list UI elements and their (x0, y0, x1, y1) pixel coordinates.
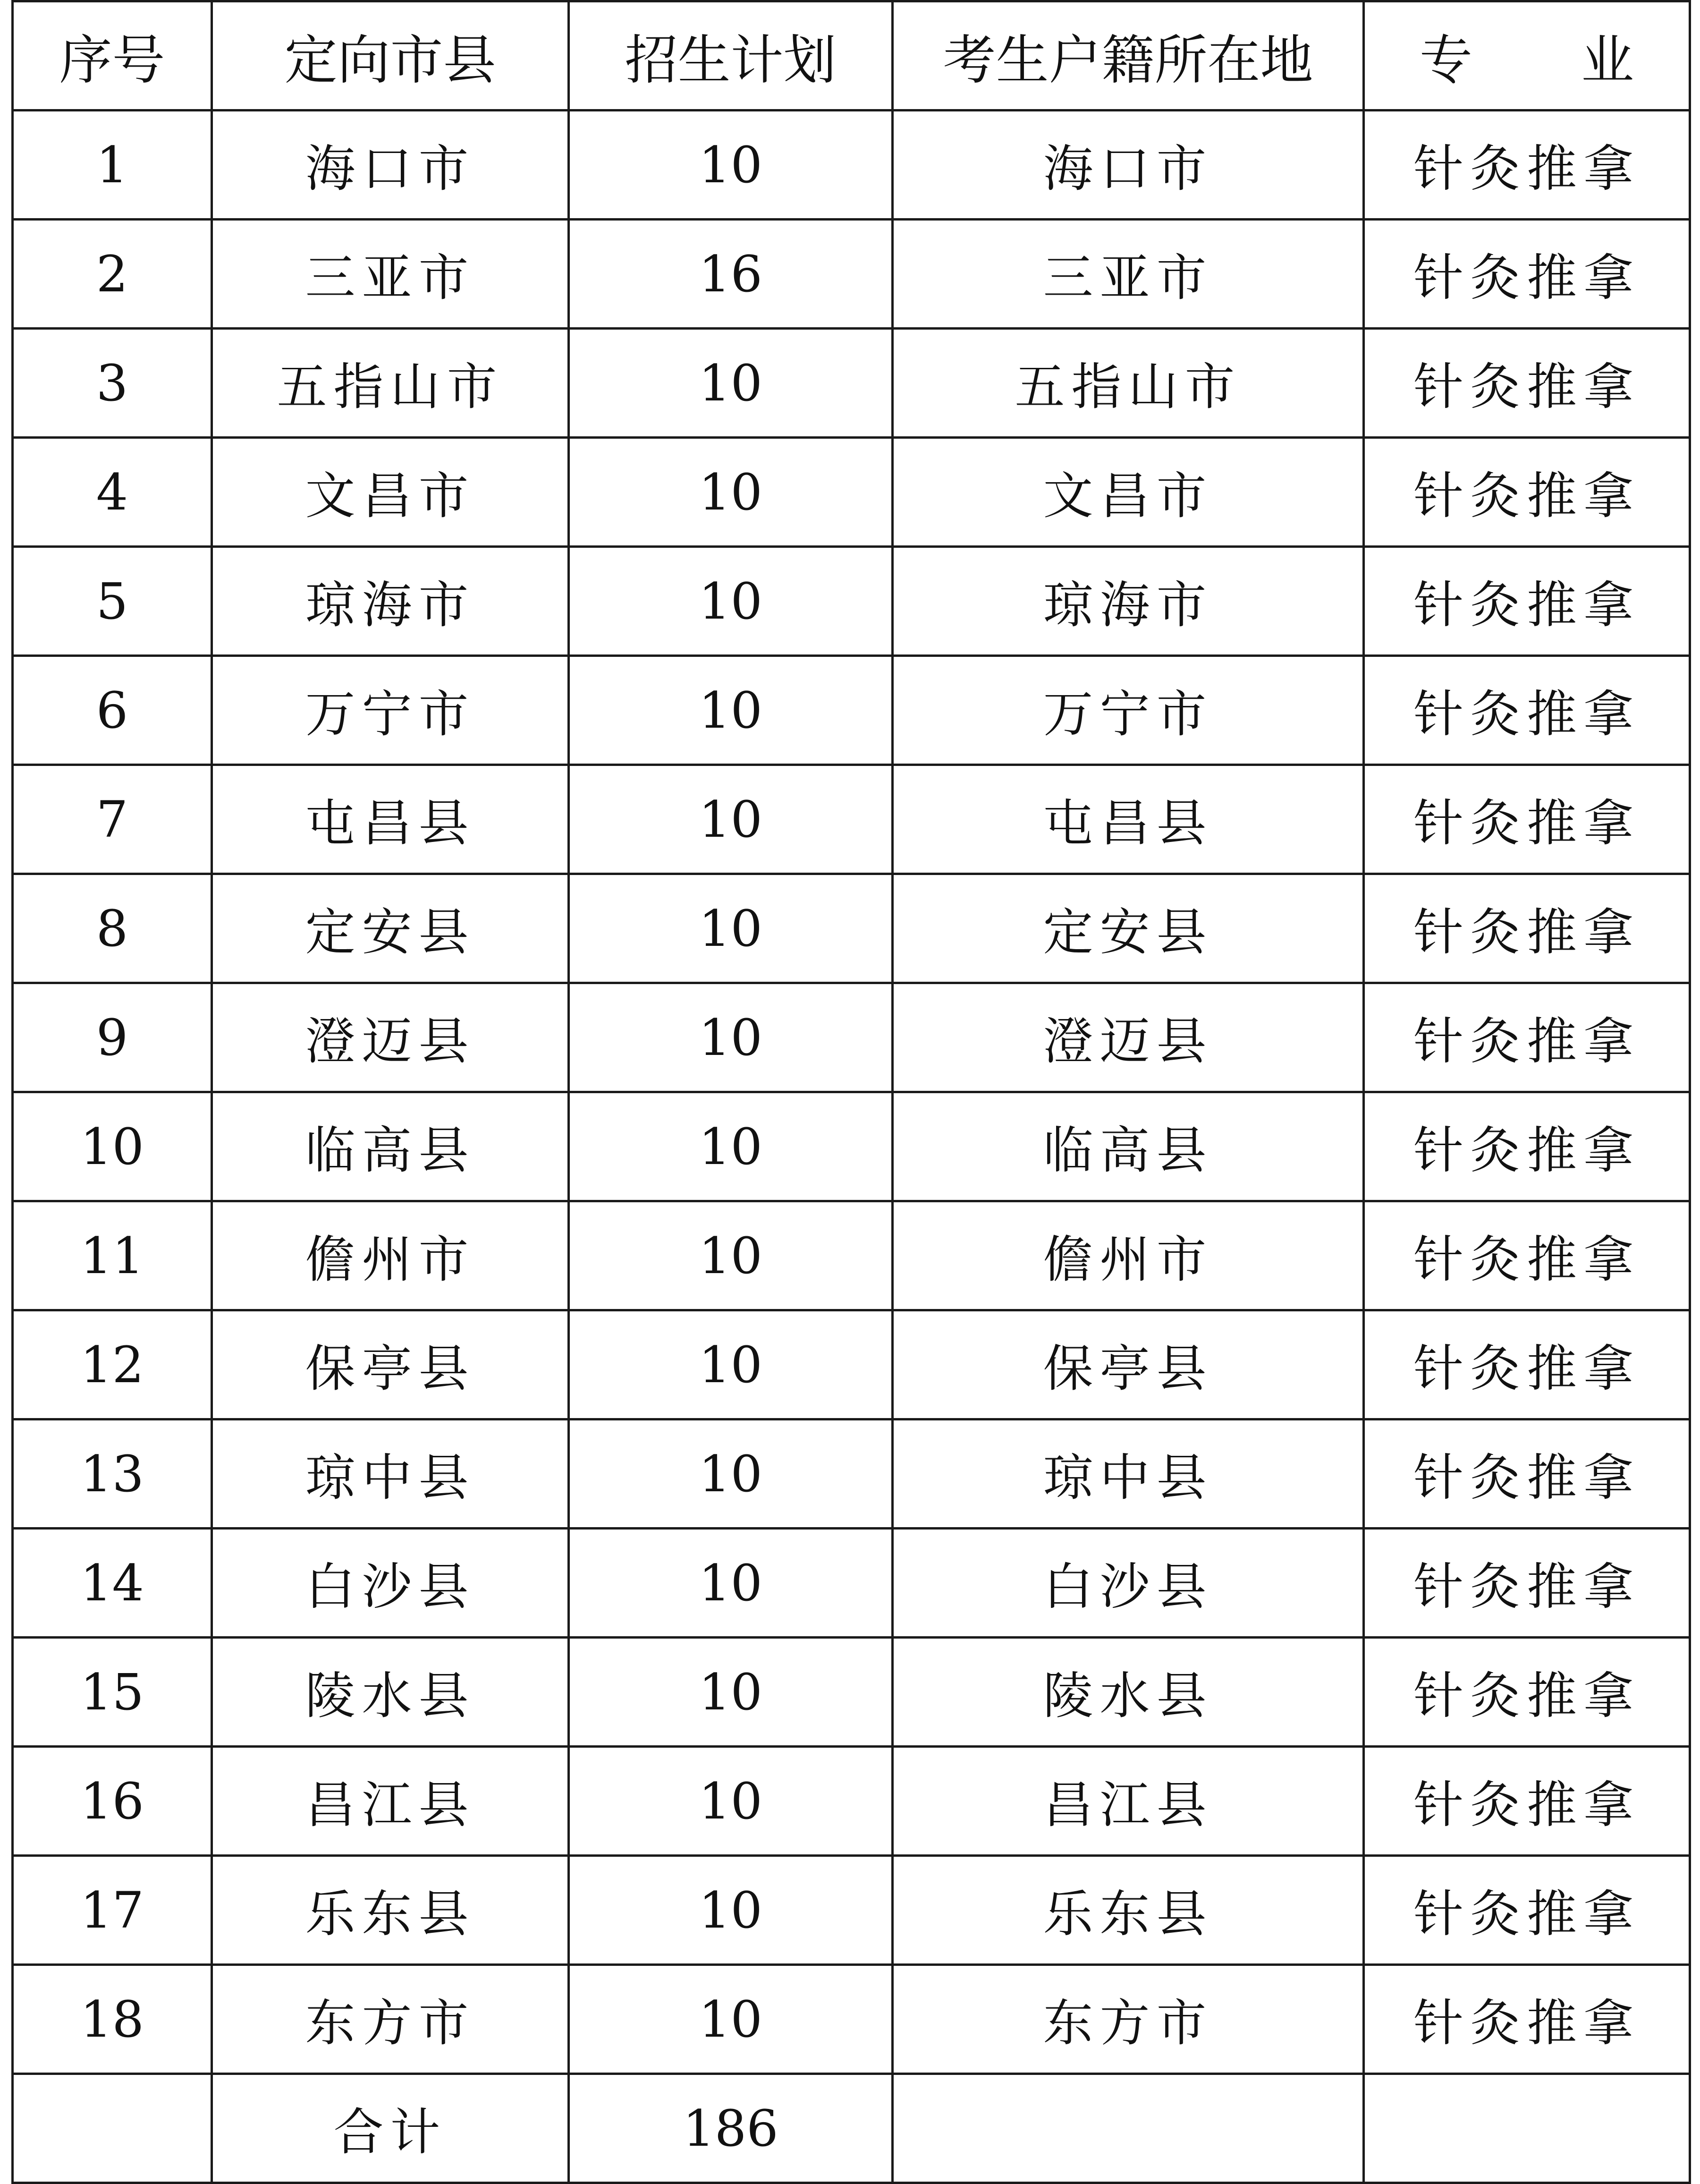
cell-serial-number: 2 (13, 220, 212, 329)
cell-major: 针灸推拿 (1364, 1310, 1690, 1419)
cell-target-city: 三亚市 (212, 220, 569, 329)
cell-target-city: 儋州市 (212, 1201, 569, 1310)
total-empty-cell (893, 2074, 1364, 2183)
header-row (13, 1, 1690, 110)
cell-enrollment-plan: 10 (569, 656, 893, 765)
cell-target-city: 琼中县 (212, 1419, 569, 1529)
cell-serial-number: 1 (13, 110, 212, 220)
cell-serial-number: 18 (13, 1965, 212, 2074)
table-row (13, 1856, 1690, 1965)
table-row (13, 220, 1690, 329)
cell-enrollment-plan: 10 (569, 547, 893, 656)
cell-serial-number: 11 (13, 1201, 212, 1310)
cell-major: 针灸推拿 (1364, 438, 1690, 547)
header-serial-number: 序号 (13, 1, 212, 110)
enrollment-quota-table (11, 0, 1691, 2184)
cell-target-city: 东方市 (212, 1965, 569, 2074)
cell-serial-number: 13 (13, 1419, 212, 1529)
cell-enrollment-plan: 10 (569, 110, 893, 220)
cell-serial-number: 6 (13, 656, 212, 765)
table-row (13, 983, 1690, 1092)
cell-enrollment-plan: 10 (569, 1310, 893, 1419)
table-row (13, 547, 1690, 656)
cell-household-location: 东方市 (893, 1965, 1364, 2074)
cell-target-city: 临高县 (212, 1092, 569, 1201)
cell-enrollment-plan: 10 (569, 329, 893, 438)
cell-household-location: 昌江县 (893, 1747, 1364, 1856)
cell-major: 针灸推拿 (1364, 1965, 1690, 2074)
header-household-location: 考生户籍所在地 (893, 1, 1364, 110)
table-row (13, 1965, 1690, 2074)
cell-household-location: 五指山市 (893, 329, 1364, 438)
cell-target-city: 五指山市 (212, 329, 569, 438)
table-row (13, 1419, 1690, 1529)
header-major-char-2: 业 (1581, 29, 1634, 91)
cell-major: 针灸推拿 (1364, 765, 1690, 874)
table-row (13, 1529, 1690, 1638)
cell-household-location: 保亭县 (893, 1310, 1364, 1419)
cell-major: 针灸推拿 (1364, 1747, 1690, 1856)
total-label: 合计 (212, 2074, 569, 2183)
cell-serial-number: 5 (13, 547, 212, 656)
cell-household-location: 乐东县 (893, 1856, 1364, 1965)
cell-household-location: 琼中县 (893, 1419, 1364, 1529)
cell-serial-number: 17 (13, 1856, 212, 1965)
table-row (13, 1092, 1690, 1201)
cell-serial-number: 4 (13, 438, 212, 547)
cell-target-city: 屯昌县 (212, 765, 569, 874)
table-row (13, 329, 1690, 438)
cell-major: 针灸推拿 (1364, 1856, 1690, 1965)
cell-major: 针灸推拿 (1364, 1638, 1690, 1747)
cell-household-location: 万宁市 (893, 656, 1364, 765)
table-row (13, 1747, 1690, 1856)
cell-major: 针灸推拿 (1364, 1419, 1690, 1529)
cell-target-city: 万宁市 (212, 656, 569, 765)
cell-enrollment-plan: 10 (569, 1747, 893, 1856)
cell-target-city: 保亭县 (212, 1310, 569, 1419)
cell-major: 针灸推拿 (1364, 329, 1690, 438)
cell-serial-number: 15 (13, 1638, 212, 1747)
cell-household-location: 澄迈县 (893, 983, 1364, 1092)
cell-serial-number: 9 (13, 983, 212, 1092)
cell-enrollment-plan: 16 (569, 220, 893, 329)
cell-household-location: 白沙县 (893, 1529, 1364, 1638)
table-body (13, 110, 1690, 2074)
cell-enrollment-plan: 10 (569, 1856, 893, 1965)
header-major-char-1: 专 (1420, 29, 1472, 91)
cell-major: 针灸推拿 (1364, 220, 1690, 329)
cell-enrollment-plan: 10 (569, 765, 893, 874)
cell-enrollment-plan: 10 (569, 1201, 893, 1310)
table-row (13, 438, 1690, 547)
cell-household-location: 海口市 (893, 110, 1364, 220)
table-row (13, 656, 1690, 765)
cell-target-city: 陵水县 (212, 1638, 569, 1747)
cell-target-city: 乐东县 (212, 1856, 569, 1965)
table-row (13, 1638, 1690, 1747)
cell-major: 针灸推拿 (1364, 1092, 1690, 1201)
table-row (13, 110, 1690, 220)
table-row (13, 874, 1690, 983)
cell-household-location: 屯昌县 (893, 765, 1364, 874)
cell-major: 针灸推拿 (1364, 983, 1690, 1092)
cell-enrollment-plan: 10 (569, 1965, 893, 2074)
cell-enrollment-plan: 10 (569, 1638, 893, 1747)
cell-serial-number: 8 (13, 874, 212, 983)
header-target-city: 定向市县 (212, 1, 569, 110)
cell-household-location: 临高县 (893, 1092, 1364, 1201)
cell-major: 针灸推拿 (1364, 656, 1690, 765)
table-row (13, 1310, 1690, 1419)
table-row (13, 1201, 1690, 1310)
cell-enrollment-plan: 10 (569, 874, 893, 983)
cell-target-city: 白沙县 (212, 1529, 569, 1638)
cell-major: 针灸推拿 (1364, 547, 1690, 656)
cell-major: 针灸推拿 (1364, 1529, 1690, 1638)
cell-household-location: 三亚市 (893, 220, 1364, 329)
cell-major: 针灸推拿 (1364, 874, 1690, 983)
cell-serial-number: 10 (13, 1092, 212, 1201)
cell-household-location: 文昌市 (893, 438, 1364, 547)
cell-serial-number: 7 (13, 765, 212, 874)
cell-target-city: 昌江县 (212, 1747, 569, 1856)
cell-serial-number: 3 (13, 329, 212, 438)
header-major (1364, 1, 1690, 110)
cell-target-city: 文昌市 (212, 438, 569, 547)
cell-serial-number: 16 (13, 1747, 212, 1856)
cell-serial-number: 14 (13, 1529, 212, 1638)
cell-major: 针灸推拿 (1364, 1201, 1690, 1310)
cell-enrollment-plan: 10 (569, 1529, 893, 1638)
table-row (13, 765, 1690, 874)
cell-household-location: 儋州市 (893, 1201, 1364, 1310)
cell-serial-number: 12 (13, 1310, 212, 1419)
cell-enrollment-plan: 10 (569, 438, 893, 547)
cell-major: 针灸推拿 (1364, 110, 1690, 220)
cell-enrollment-plan: 10 (569, 1419, 893, 1529)
cell-household-location: 陵水县 (893, 1638, 1364, 1747)
quota-table-sheet (11, 0, 1689, 2164)
cell-household-location: 定安县 (893, 874, 1364, 983)
cell-enrollment-plan: 10 (569, 1092, 893, 1201)
header-enrollment-plan: 招生计划 (569, 1, 893, 110)
cell-enrollment-plan: 10 (569, 983, 893, 1092)
cell-target-city: 澄迈县 (212, 983, 569, 1092)
cell-target-city: 琼海市 (212, 547, 569, 656)
total-value: 186 (569, 2074, 893, 2183)
total-row (13, 2074, 1690, 2183)
total-empty-cell (13, 2074, 212, 2183)
cell-household-location: 琼海市 (893, 547, 1364, 656)
cell-target-city: 定安县 (212, 874, 569, 983)
total-empty-cell (1364, 2074, 1690, 2183)
cell-target-city: 海口市 (212, 110, 569, 220)
